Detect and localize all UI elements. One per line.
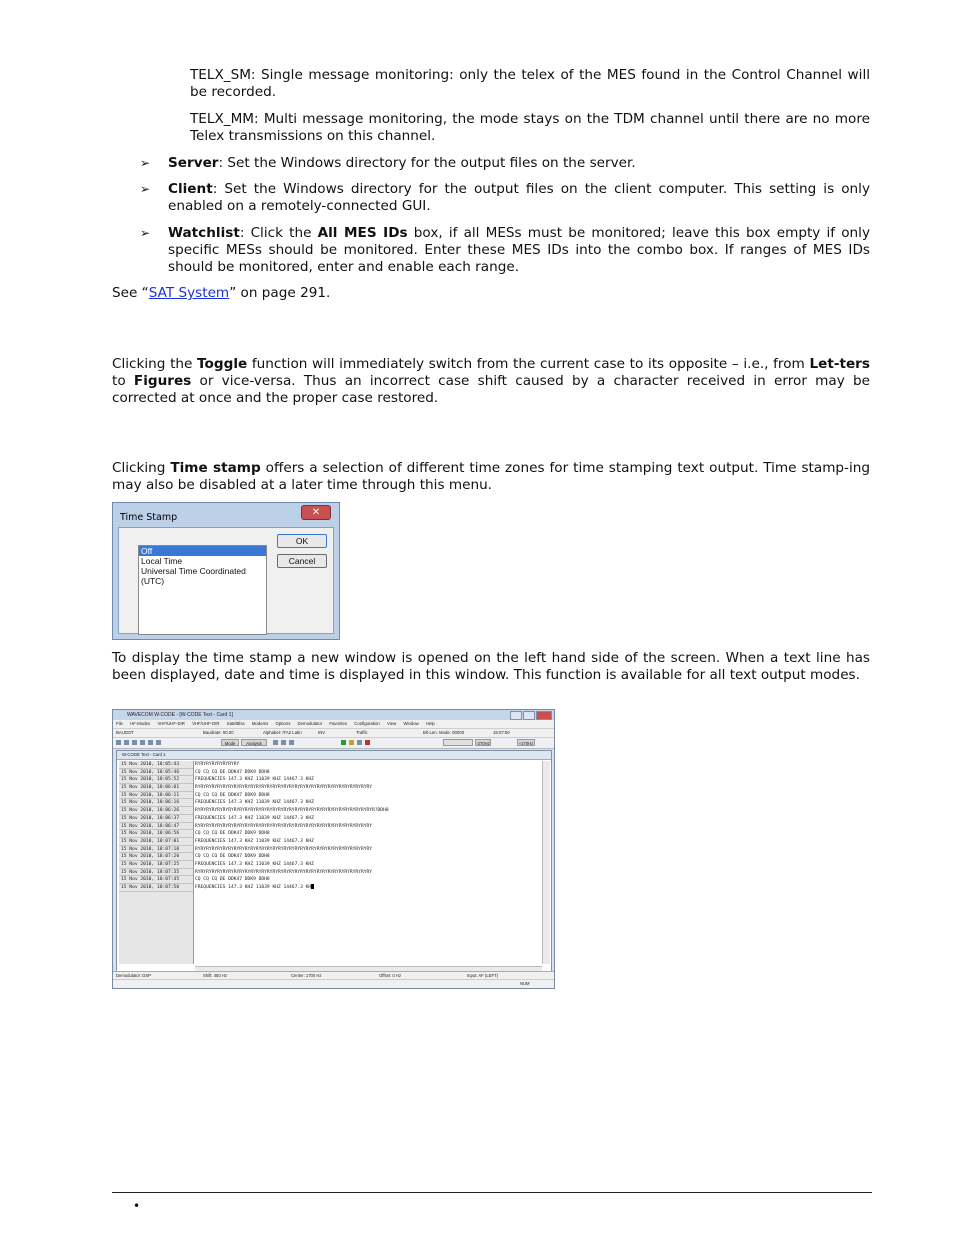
input-status: Input: AF (LEFT) [467,973,498,978]
timestamp-row: 15 Nov 2010, 18:06:37 [119,815,193,823]
toggle-t2: function will immediately switch from the current case to its opposite – i.e., from [247,356,810,372]
timestamp-row: 15 Nov 2010, 18:06:11 [119,792,193,800]
server-item [168,155,870,172]
time-stamp-dialog [112,502,340,640]
clock-icon[interactable] [349,740,354,745]
timestamp-t1: Clicking [112,460,171,476]
right-freq-readout: +270Hz [518,741,534,746]
arrow-bullet-icon: ➢ [140,226,151,240]
traffic-readout: Traffic [356,730,368,735]
menu-item[interactable]: HF-Modes [130,721,151,726]
text-line: CQ CQ CQ DE DDK47 DDK9 DDH8 [195,792,270,798]
demodulator-status: Demodulator: DSP [116,973,151,978]
timestamp-t2: offers a selection of different time zones for time stamping text output. Time stamp-ing may also be disabled at a later time through this menu. [112,460,870,493]
toggle-b2: Let-ters [809,356,870,372]
mode-button[interactable]: Mode [221,739,239,746]
timestamp-row: 15 Nov 2010, 18:05:43 [119,761,193,769]
timestamp-row: 15 Nov 2010, 18:07:10 [119,846,193,854]
toggle-b3: Figures [133,373,192,389]
menu-item[interactable]: Configuration [354,721,380,726]
mode-readout: BAUDOT [116,730,134,735]
print-icon[interactable] [140,740,145,745]
timestamp-paragraph [112,460,870,494]
decoded-text-pane[interactable] [195,761,545,964]
toggle-t4: or vice-versa. Thus an incorrect case shift caused by a character received in error may be corrected at once and the proper case restored. [112,373,871,406]
text-line: RYRYRYRYRYRYRYRYRYRYRYRYRYRYRYRYRYRYRYRYRYRYRYRYRYRYRYRYRYRYRYRY [195,869,373,875]
timestamp-row: 15 Nov 2010, 18:07:50 [119,884,193,892]
list-item[interactable]: Off [139,546,266,556]
app-title: WAVECOM W-CODE - [W-CODE Text - Card 1] [127,712,233,718]
client-label: Client [168,181,213,197]
info-bar [113,728,554,737]
text-line: CQ CQ CQ DE DDK47 DDK9 DDH8 [195,854,270,860]
display-paragraph: To display the time stamp a new window is opened on the left hand side of the screen. When a text line has been displayed, date and time is displayed in this window. This function is available for all text output modes. [112,650,870,683]
timestamp-row: 15 Nov 2010, 18:06:26 [119,807,193,815]
timestamp-row: 15 Nov 2010, 18:07:45 [119,876,193,884]
timestamp-row: 15 Nov 2010, 18:06:47 [119,823,193,831]
cancel-button[interactable]: Cancel [277,554,327,568]
text-cursor [311,884,314,889]
timestamp-row: 15 Nov 2010, 18:07:25 [119,861,193,869]
timestamp-row: 15 Nov 2010, 18:07:01 [119,838,193,846]
timestamp-b1: Time stamp [170,460,261,476]
server-text: : Set the Windows directory for the output files on the server. [218,155,636,171]
filter-icon[interactable] [289,740,294,745]
timestamp-row: 15 Nov 2010, 18:06:16 [119,799,193,807]
app-title-bar [113,710,554,720]
server-label: Server [168,155,219,171]
text-line: FREQUENCIES 147.3 KHZ 11039 KHZ 14467.3 KHZ [195,838,314,844]
text-line: CQ CQ CQ DE DDK47 DDK9 DDH8 [195,877,270,883]
text-line: RYRYRYRYRYRYRYRYRYRYRYRYRYRYRYRYRYRYRYRYRYRYRYRYRYRYRYRYRYRYRYRY [195,785,373,791]
toggle-b1: Toggle [197,356,248,372]
text-line: FREQUENCIES 147.3 KHZ 11039 KHZ 14467.3 KHZ [195,815,314,821]
menu-item[interactable]: VHF/UHF-DIR [192,721,220,726]
copy-icon[interactable] [148,740,153,745]
dialog-body [118,527,334,634]
center-status: Center: 1700 Hz [291,973,322,978]
minimize-icon[interactable] [510,711,522,720]
menu-bar [113,720,554,728]
level-icon [341,740,346,745]
text-line: CQ CQ CQ DE DDK47 DDK9 DDH8 [195,831,270,837]
text-line: RYRYRYRYRYRYRYRY [195,762,240,767]
stop-icon[interactable] [365,740,370,745]
left-freq-readout: -270Hz [476,741,490,746]
open-icon[interactable] [124,740,129,745]
see-reference [112,285,872,302]
alphabet-readout: Alphabet: ITA2 Latin [263,730,302,735]
text-line: RYRYRYRYRYRYRYRYRYRYRYRYRYRYRYRYRYRYRYRYRYRYRYRYRYRYRYRYRYRYRYRY [195,823,373,829]
text-line: FREQUENCIES 147.3 KHZ 11039 KHZ 14467.3 KHZ [195,800,314,806]
menu-item[interactable]: File [116,721,123,726]
bitlen-readout: Bit-Len. Mode: 00000 [423,730,465,735]
window-controls [510,711,552,720]
timestamp-row: 15 Nov 2010, 18:05:46 [119,769,193,777]
num-lock-status: NUM [520,981,530,986]
watchlist-text-b: box, if all MESs must be monitored; leave this box empty if only specific MESs should be monitored. Enter these MES IDs into the combo box. If ranges of MES IDs should be monitored, enter and enable each range. [168,225,870,275]
text-line: CQ CQ CQ DE DDK47 DDK9 DDH8 [195,769,270,775]
menu-item[interactable]: Modems [251,721,269,726]
toggle-paragraph [112,356,870,407]
sat-system-link[interactable]: SAT System [148,285,230,301]
child-window-title: W-CODE Text - Card 1 [117,751,551,760]
baudrate-readout: Baudrate: 50.00 [203,730,234,735]
watchlist-label: Watchlist [168,225,240,241]
menu-item[interactable]: Window [403,721,419,726]
inv-readout: INV [318,730,326,735]
text-line: FREQUENCIES 147.3 KHZ 11039 KHZ 14467.3 KH [195,885,312,890]
text-output-window [116,750,552,976]
watchlist-text-a: : Click the [239,225,318,241]
timestamp-row: 15 Nov 2010, 18:05:52 [119,776,193,784]
status-bar-secondary [113,979,554,988]
list-item[interactable]: Universal Time Coordinated (UTC) [141,566,246,586]
time-zone-list[interactable] [138,545,267,635]
menu-item[interactable]: Demodulator [297,721,323,726]
timestamp-row: 15 Nov 2010, 18:06:56 [119,830,193,838]
timestamp-row: 15 Nov 2010, 18:06:01 [119,784,193,792]
paste-icon[interactable] [156,740,161,745]
toggle-t1: Clicking the [112,356,198,372]
menu-item[interactable]: Help [425,721,435,726]
toolbar [113,737,554,749]
close-icon[interactable] [536,711,552,720]
play-icon[interactable] [273,740,278,745]
all-mes-ids-label: All MES IDs [317,225,408,241]
text-line: RYRYRYRYRYRYRYRYRYRYRYRYRYRYRYRYRYRYRYRYRYRYRYRYRYRYRYRYRYRYRYRYR?DDH8 [195,808,389,814]
text-line: RYRYRYRYRYRYRYRYRYRYRYRYRYRYRYRYRYRYRYRYRYRYRYRYRYRYRYRYRYRYRYRY [195,846,373,852]
ok-button[interactable]: OK [277,534,327,548]
vertical-scrollbar[interactable] [542,761,550,964]
toggle-t3: to [112,373,134,389]
menu-item[interactable]: Options [275,721,291,726]
telx-sm-text: TELX_SM: Single message monitoring: only the telex of the MES found in the Control Channel will be recorded. [190,67,870,100]
menu-item[interactable]: Favorites [329,721,348,726]
shift-status: Shift: 450 Hz [203,973,227,978]
analysis-button[interactable]: Analysis [241,739,267,746]
dialog-title: Time Stamp [120,512,178,523]
close-icon[interactable]: ✕ [301,505,331,520]
text-line: FREQUENCIES 147.3 KHZ 11039 KHZ 14467.3 KHZ [195,777,314,783]
text-line-last [195,884,545,892]
footer-divider [112,1192,872,1193]
watchlist-item [168,225,870,276]
client-text: : Set the Windows directory for the output files on the client computer. This setting is only enabled on a remotely-connected GUI. [168,181,870,214]
footer-bullet: • [133,1199,141,1213]
text-line: FREQUENCIES 147.3 KHZ 11039 KHZ 14467.3 KHZ [195,861,314,867]
menu-item[interactable]: VHF/UHF-DIR [157,721,185,726]
menu-item[interactable]: SatelBlss [226,721,245,726]
timestamp-row: 15 Nov 2010, 18:07:35 [119,869,193,877]
toggle-icon[interactable] [357,740,362,745]
see-suffix: ” on page 291. [229,285,331,301]
maximize-icon[interactable] [523,711,535,720]
signal-level-bar [443,739,473,746]
save-icon[interactable] [132,740,137,745]
new-icon[interactable] [116,740,121,745]
telx-mm-text: TELX_MM: Multi message monitoring, the mode stays on the TDM channel until there are no more Telex transmissions on this channel. [190,111,870,144]
offset-status: Offset: 0 Hz [379,973,402,978]
arrow-bullet-icon: ➢ [140,156,151,170]
wcode-app-screenshot [112,709,555,989]
timestamp-row: 15 Nov 2010, 18:07:20 [119,853,193,861]
time-readout: 18:07:50 [493,730,510,735]
settings-icon[interactable] [281,740,286,745]
menu-item[interactable]: View [387,721,397,726]
see-prefix: See “ [112,285,149,301]
list-item[interactable]: Local Time [141,556,183,566]
arrow-bullet-icon: ➢ [140,182,151,196]
client-item [168,181,870,215]
timestamp-pane [119,761,194,964]
